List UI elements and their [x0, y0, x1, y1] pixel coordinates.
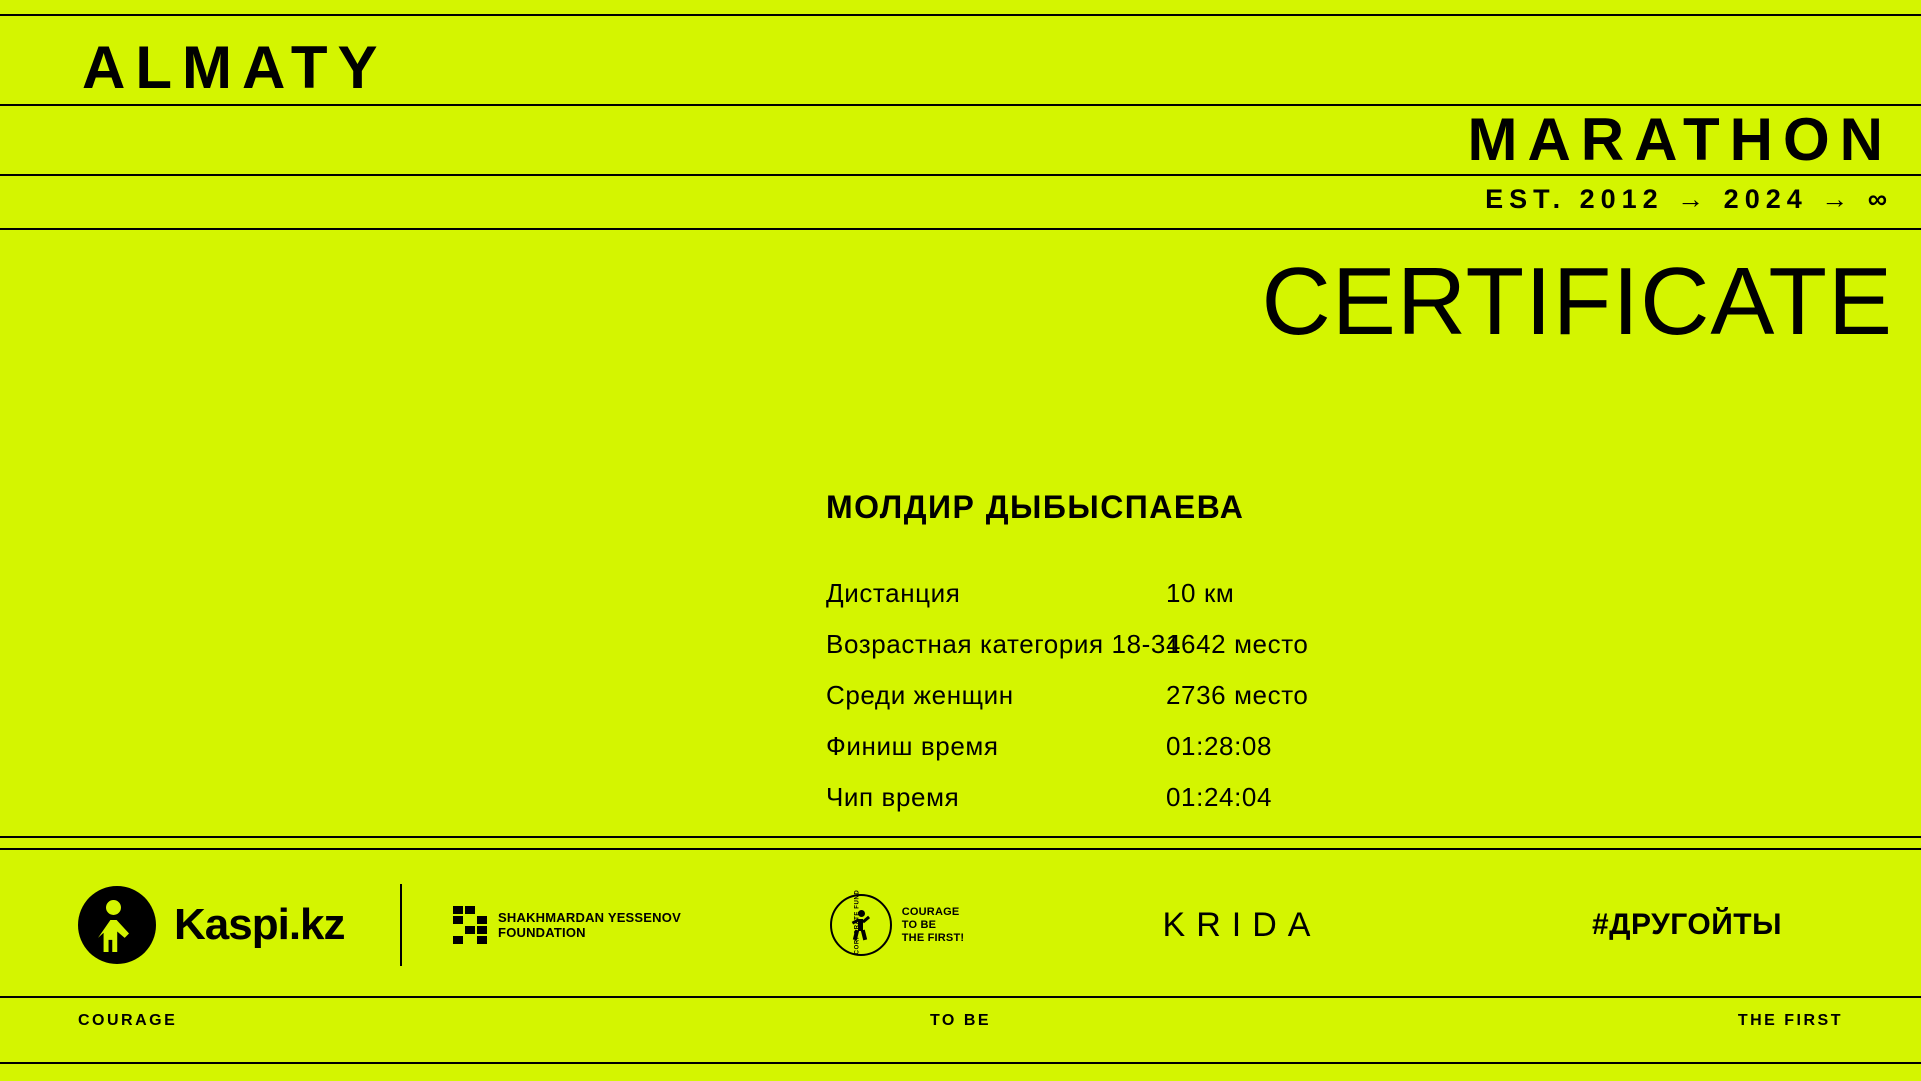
sponsor-strip — [0, 855, 1921, 995]
sponsor-krida — [1062, 855, 1422, 995]
corporate-fund-label — [902, 906, 965, 945]
result-value: 1642 место — [1166, 629, 1309, 659]
result-label: Чип время — [826, 782, 960, 812]
sponsor-corporate-fund — [732, 855, 1062, 995]
corporate-fund-line-3: THE FIRST! — [901, 931, 965, 944]
result-value: 01:28:08 — [1166, 731, 1273, 761]
table-row — [826, 578, 1626, 629]
drugoity-label: #ДРУГОЙТЫ — [1591, 908, 1782, 941]
corporate-fund-person-icon — [852, 910, 870, 940]
divider-rule-8 — [0, 1062, 1921, 1064]
yessenov-line-2: FOUNDATION — [498, 925, 586, 940]
sponsor-yessenov — [402, 855, 732, 995]
divider-rule-4 — [0, 228, 1921, 230]
corporate-fund-line-2: TO BE — [901, 918, 937, 931]
sponsor-drugoity — [1422, 855, 1822, 995]
corporate-fund-logo-icon — [830, 894, 892, 956]
header-city: ALMATY — [82, 34, 388, 101]
footer-left: COURAGE — [78, 1012, 178, 1029]
kaspi-label: Kaspi.kz — [174, 900, 345, 949]
table-row — [826, 680, 1626, 731]
footer-slogan — [0, 1012, 1921, 1030]
result-label: Среди женщин — [826, 680, 1014, 710]
result-value: 10 км — [1166, 578, 1235, 608]
divider-rule-5 — [0, 836, 1921, 838]
result-value: 01:24:04 — [1166, 782, 1273, 812]
table-row — [826, 782, 1626, 833]
footer-middle: TO BE — [929, 1012, 992, 1029]
yessenov-label — [498, 910, 681, 940]
corporate-fund-line-1: COURAGE — [901, 905, 960, 918]
result-label: Финиш время — [826, 731, 999, 761]
divider-rule-1 — [0, 14, 1921, 16]
participant-name: МОЛДИР ДЫБЫСПАЕВА — [826, 489, 1245, 525]
krida-label: KRIDA — [1162, 905, 1322, 944]
sponsor-kaspi — [0, 855, 400, 995]
table-row — [826, 731, 1626, 782]
divider-rule-7 — [0, 996, 1921, 998]
table-row — [826, 629, 1626, 680]
header-event: MARATHON — [1467, 106, 1893, 173]
divider-rule-6 — [0, 848, 1921, 850]
result-label: Дистанция — [826, 578, 961, 608]
header-established: EST. 2012 → 2024 → ∞ — [1485, 184, 1893, 214]
yessenov-line-1: SHAKHMARDAN YESSENOV — [498, 910, 681, 925]
page-title: CERTIFICATE — [1261, 248, 1893, 355]
result-label: Возрастная категория 18-34 — [826, 629, 1182, 659]
kaspi-logo-icon — [78, 886, 156, 964]
footer-right: THE FIRST — [1737, 1012, 1843, 1029]
yessenov-logo-icon — [453, 906, 487, 944]
divider-rule-3 — [0, 174, 1921, 176]
results-table — [826, 578, 1626, 833]
result-value: 2736 место — [1166, 680, 1309, 710]
